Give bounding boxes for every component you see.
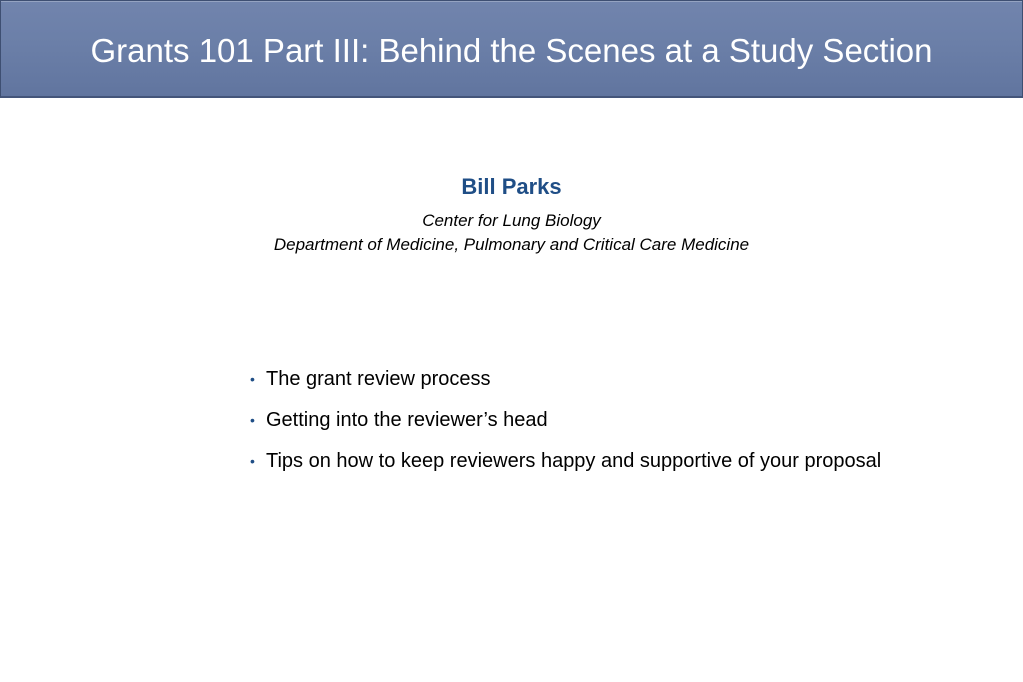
bullet-icon: • xyxy=(250,453,255,469)
bullet-text: Tips on how to keep reviewers happy and supportive of your proposal xyxy=(266,450,882,472)
bullet-icon: • xyxy=(250,412,255,428)
slide-title: Grants 101 Part III: Behind the Scenes at a Study Section xyxy=(90,32,933,69)
affiliation-center: Center for Lung Biology xyxy=(422,211,601,230)
bullet-item xyxy=(250,444,890,479)
affiliation-department: Department of Medicine, Pulmonary and Critical Care Medicine xyxy=(273,235,750,254)
author-name: Bill Parks xyxy=(461,174,562,199)
bullet-item xyxy=(250,362,890,397)
bullet-item xyxy=(250,403,890,438)
bullet-icon: • xyxy=(250,371,255,387)
bullet-text: Getting into the reviewer’s head xyxy=(266,409,548,431)
bullet-text: The grant review process xyxy=(266,368,491,390)
slide-title-bar xyxy=(0,0,1023,98)
bullet-list xyxy=(250,362,890,485)
